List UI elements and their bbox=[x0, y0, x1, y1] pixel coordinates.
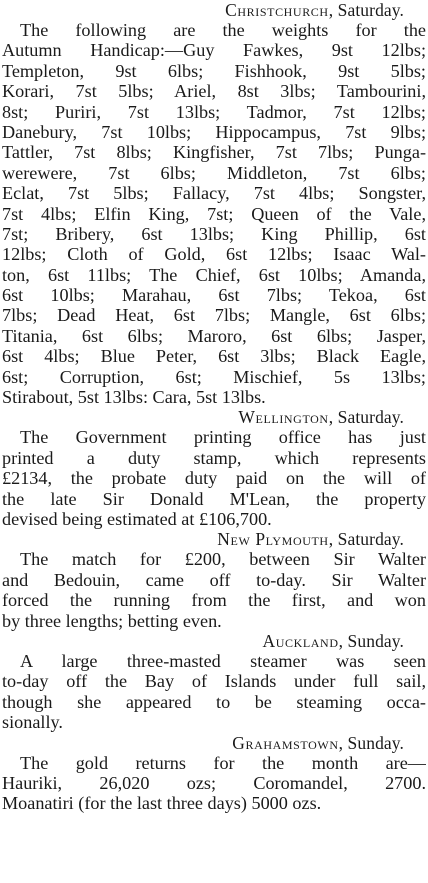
text-line: Korari, 7st 5lbs; Ariel, 8st 3lbs; Tambourini, bbox=[2, 81, 426, 102]
text-line: to-day off the Bay of Islands under full sail, bbox=[2, 671, 426, 692]
text-line: though she appeared to be steaming occa- bbox=[2, 691, 426, 712]
text-line: 12lbs; Cloth of Gold, 6st 12lbs; Isaac Wal- bbox=[2, 244, 426, 265]
article-auckland bbox=[2, 631, 426, 733]
text-line: 8st; Puriri, 7st 13lbs; Tadmor, 7st 12lbs; bbox=[2, 101, 426, 122]
dateline-day: Sunday. bbox=[347, 630, 404, 651]
article-grahamstown bbox=[2, 733, 426, 814]
text-line: werewere, 7st 6lbs; Middleton, 7st 6lbs; bbox=[2, 162, 426, 183]
article-body bbox=[2, 549, 426, 631]
text-line: Danebury, 7st 10lbs; Hippocampus, 7st 9lbs; bbox=[2, 121, 426, 142]
dateline-place: Christchurch bbox=[225, 0, 329, 20]
text-line: ton, 6st 11lbs; The Chief, 6st 10lbs; Amanda, bbox=[2, 264, 426, 285]
article-body bbox=[2, 753, 426, 814]
text-line: 7lbs; Dead Heat, 6st 7lbs; Mangle, 6st 6lbs; bbox=[2, 305, 426, 326]
dateline: Wellington, Saturday. bbox=[238, 407, 404, 428]
text-line: Moanatiri (for the last three days) 5000 ozs. bbox=[2, 793, 322, 814]
text-line: The gold returns for the month are— bbox=[20, 752, 426, 773]
text-line: 7st; Bribery, 6st 13lbs; King Phillip, 6st bbox=[2, 223, 426, 244]
text-line: the late Sir Donald M'Lean, the property bbox=[2, 488, 426, 509]
dateline-place: New Plymouth bbox=[217, 529, 329, 550]
text-line: Autumn Handicap:—Guy Fawkes, 9st 12lbs; bbox=[2, 40, 426, 61]
text-line: The Government printing office has just bbox=[20, 427, 426, 448]
dateline-place: Wellington bbox=[238, 407, 329, 428]
text-line: sionally. bbox=[2, 712, 63, 733]
dateline-day: Saturday. bbox=[337, 0, 404, 20]
dateline-place: Auckland bbox=[262, 630, 339, 651]
text-line: by three lengths; betting even. bbox=[2, 610, 222, 631]
dateline-place: Grahamstown bbox=[232, 732, 339, 753]
article-wellington bbox=[2, 407, 426, 529]
text-line: Hauriki, 26,020 ozs; Coromandel, 2700. bbox=[2, 772, 426, 793]
text-line: 6st 10lbs; Marahau, 6st 7lbs; Tekoa, 6st bbox=[2, 285, 426, 306]
article-christchurch bbox=[2, 0, 426, 407]
text-line: The following are the weights for the bbox=[20, 20, 426, 40]
article-new-plymouth bbox=[2, 529, 426, 631]
text-line: Stirabout, 5st 13lbs: Cara, 5st 13lbs. bbox=[2, 387, 266, 408]
article-body bbox=[2, 651, 426, 733]
text-line: 6st; Corruption, 6st; Mischief, 5s 13lbs; bbox=[2, 366, 426, 387]
dateline-day: Sunday. bbox=[347, 732, 404, 753]
text-line: forced the running from the first, and won bbox=[2, 590, 426, 611]
text-line: A large three-masted steamer was seen bbox=[20, 650, 426, 671]
dateline: New Plymouth, Saturday. bbox=[217, 529, 404, 550]
text-line: Tattler, 7st 8lbs; Kingfisher, 7st 7lbs; Punga- bbox=[2, 142, 426, 163]
article-body bbox=[2, 427, 426, 529]
text-line: Eclat, 7st 5lbs; Fallacy, 7st 4lbs; Songster, bbox=[2, 183, 426, 204]
dateline: Grahamstown, Sunday. bbox=[232, 732, 404, 753]
news-column bbox=[2, 0, 426, 814]
text-line: 7st 4lbs; Elfin King, 7st; Queen of the Vale, bbox=[2, 203, 426, 224]
text-line: 6st 4lbs; Blue Peter, 6st 3lbs; Black Eagle, bbox=[2, 346, 426, 367]
text-line: devised being estimated at £106,700. bbox=[2, 508, 272, 529]
text-line: £2134, the probate duty paid on the will of bbox=[2, 468, 426, 489]
text-line: printed a duty stamp, which represents bbox=[2, 447, 426, 468]
dateline: Auckland, Sunday. bbox=[262, 630, 404, 651]
dateline-day: Saturday. bbox=[337, 529, 404, 550]
dateline: Christchurch, Saturday. bbox=[225, 0, 404, 20]
text-line: Templeton, 9st 6lbs; Fishhook, 9st 5lbs; bbox=[2, 60, 426, 81]
text-line: The match for £200, between Sir Walter bbox=[20, 549, 426, 570]
text-line: Titania, 6st 6lbs; Maroro, 6st 6lbs; Jasper, bbox=[2, 325, 426, 346]
dateline-day: Saturday. bbox=[337, 407, 404, 428]
text-line: and Bedouin, came off to-day. Sir Walter bbox=[2, 569, 426, 590]
article-body bbox=[2, 20, 426, 407]
